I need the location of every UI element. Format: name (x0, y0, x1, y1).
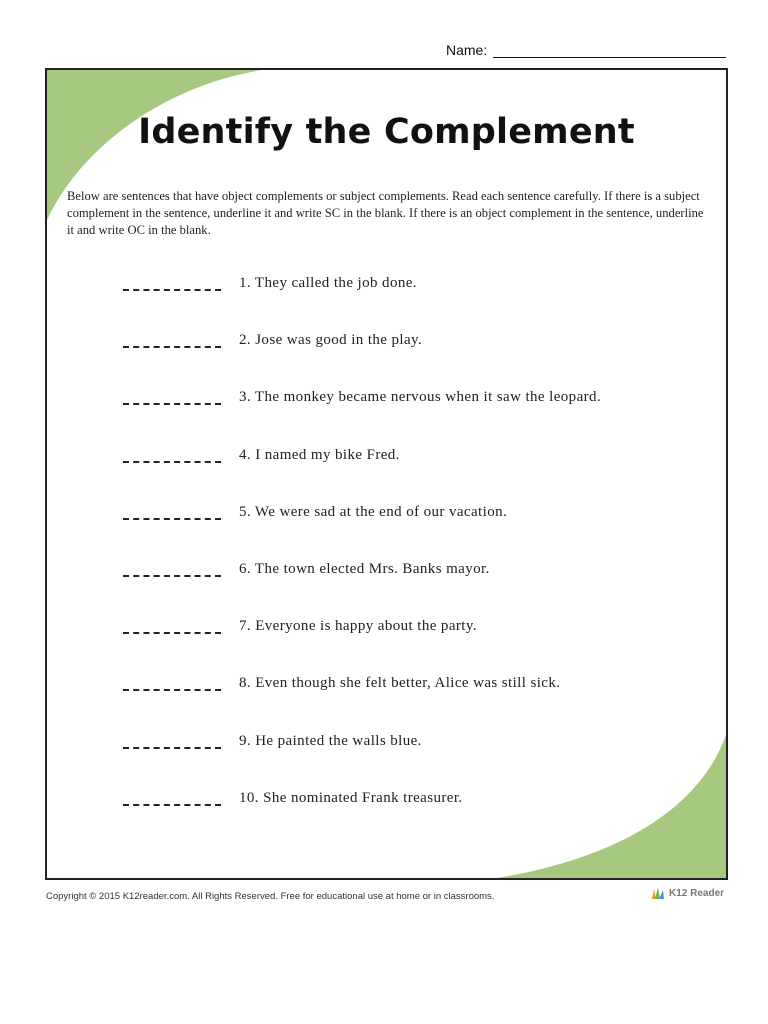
question-item (123, 561, 703, 618)
question-text: 8. Even though she felt better, Alice was still sick. (239, 675, 561, 692)
question-item (123, 790, 703, 847)
answer-blank[interactable] (123, 575, 221, 577)
question-text: 7. Everyone is happy about the party. (239, 618, 477, 635)
question-text: 5. We were sad at the end of our vacation. (239, 503, 508, 520)
question-text: 9. He painted the walls blue. (239, 732, 422, 749)
k12-leaf-icon (650, 887, 666, 899)
question-item (123, 675, 703, 732)
brand-name: K12 Reader (669, 887, 725, 899)
question-text: 4. I named my bike Fred. (239, 446, 400, 463)
answer-blank[interactable] (123, 632, 221, 634)
name-label: Name: (446, 42, 488, 58)
answer-blank[interactable] (123, 689, 221, 691)
question-item (123, 389, 703, 446)
question-item (123, 275, 703, 332)
instructions-text: Below are sentences that have object complements or subject complements. Read each sentence carefully. If there is a subject complement in the sentence, underline it and write SC in the blank. If there is an object complement in the sentence, underline it and write OC in the blank. (67, 189, 704, 237)
question-item (123, 618, 703, 675)
worksheet-frame (45, 68, 728, 880)
name-field-row (446, 38, 726, 58)
question-text: 2. Jose was good in the play. (239, 332, 423, 349)
question-item (123, 504, 703, 561)
question-item (123, 332, 703, 389)
page-title: Identify the Complement (138, 112, 635, 152)
answer-blank[interactable] (123, 747, 221, 749)
question-text: 6. The town elected Mrs. Banks mayor. (239, 560, 490, 577)
answer-blank[interactable] (123, 804, 221, 806)
question-item (123, 447, 703, 504)
answer-blank[interactable] (123, 461, 221, 463)
answer-blank[interactable] (123, 289, 221, 291)
question-text: 3. The monkey became nervous when it saw the leopard. (239, 389, 602, 406)
question-text: 10. She nominated Frank treasurer. (239, 789, 463, 806)
answer-blank[interactable] (123, 403, 221, 405)
answer-blank[interactable] (123, 346, 221, 348)
question-text: 1. They called the job done. (239, 275, 417, 291)
question-list (123, 275, 703, 847)
brand-logo (650, 887, 724, 899)
name-blank-line[interactable] (493, 43, 726, 58)
copyright-footer: Copyright © 2015 K12reader.com. All Rights Reserved. Free for educational use at home or in classrooms. (46, 891, 495, 902)
question-item (123, 733, 703, 790)
answer-blank[interactable] (123, 518, 221, 520)
